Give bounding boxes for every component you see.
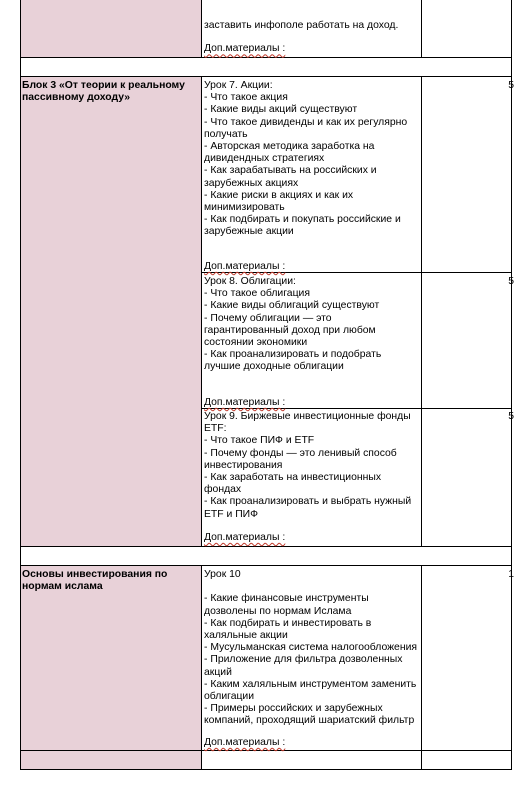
materials-label: Доп.материалы : (204, 261, 286, 272)
content-line: - Какие виды облигаций существуют (204, 300, 380, 312)
content-line: - Как подбирать и покупать российские и (204, 214, 401, 226)
hours-value: 5 (508, 411, 514, 422)
column-divider (421, 565, 422, 770)
lesson-9-content (204, 411, 420, 521)
row0-left-cell (21, 0, 201, 57)
column-divider (201, 0, 202, 58)
title-line: нормам ислама (22, 581, 103, 593)
content-line: - Мусульманская система налогообложения (204, 642, 418, 654)
content-line: получать (204, 128, 248, 140)
row-divider (20, 565, 512, 566)
content-line: - Какие риски в акциях и как их (204, 189, 354, 201)
title-line: Основы инвестирования по (22, 569, 168, 580)
content-line: Урок 9. Биржевые инвестиционные фонды (204, 411, 411, 422)
content-line: облигации (204, 691, 255, 703)
content-line: дозволены по нормам Ислама (204, 605, 352, 617)
content-line: - Авторская методика заработка на (204, 141, 375, 153)
hours-value: 5 (508, 80, 514, 91)
content-line: фондах (204, 484, 242, 496)
content-line: - Какие финансовые инструменты (204, 593, 369, 605)
content-line: - Почему облигации — это (204, 312, 332, 324)
content-line: компаний, проходящий шариатский фильтр (204, 715, 415, 727)
lesson-7-content (204, 80, 420, 239)
content-line: дивидендных стратегиях (204, 153, 325, 165)
materials-label: Доп.материалы : (204, 737, 286, 748)
content-line: - Какие виды акций существуют (204, 104, 358, 116)
materials-label: Доп.материалы : (204, 43, 286, 55)
content-line: состоянии экономики (204, 337, 308, 349)
content-line: - Что такое дивиденды и как их регулярно (204, 116, 408, 128)
content-line: халяльные акции (204, 630, 288, 641)
islam-left-cell (21, 566, 201, 750)
column-divider (201, 565, 202, 770)
content-line: Урок 10 (204, 569, 241, 580)
content-line: минимизировать (204, 202, 285, 214)
content-line: ETF: (204, 423, 227, 435)
row0-content (204, 20, 420, 56)
islam-block-title (22, 569, 200, 593)
content-line: Урок 7. Акции: (204, 80, 273, 91)
content-line: - Что такое облигация (204, 288, 310, 300)
lesson-10-content (204, 569, 420, 728)
row-divider (20, 769, 512, 770)
hours-value: 1 (508, 569, 514, 580)
content-line: ETF и ПИФ (204, 508, 259, 520)
title-line: Блок 3 «От теории к реальному (22, 80, 185, 91)
row-divider (20, 546, 512, 547)
title-line: пассивному доходу» (22, 92, 131, 104)
content-line: - Что такое акция (204, 92, 288, 104)
hours-value: 5 (508, 276, 514, 287)
row-divider (20, 76, 512, 77)
content-line: акций (204, 666, 232, 678)
content-line: заставить инфополе работать на доход. (204, 20, 399, 31)
block3-left-cell (21, 77, 201, 546)
content-line: - Почему фонды — это ленивый способ (204, 447, 397, 459)
column-divider (421, 0, 422, 58)
content-line: - Как зарабатывать на российских и (204, 165, 377, 177)
content-line: - Как проанализировать и выбрать нужный (204, 496, 412, 508)
row-divider (20, 750, 512, 751)
content-line: - Приложение для фильтра дозволенных (204, 654, 403, 666)
column-divider (511, 0, 512, 770)
content-line: - Как заработать на инвестиционных (204, 472, 382, 484)
content-line: - Каким халяльным инструментом заменить (204, 678, 417, 690)
content-line: зарубежных акциях (204, 177, 299, 189)
row-divider (20, 57, 512, 58)
lesson-8-content (204, 276, 420, 374)
materials-label: Доп.материалы : (204, 532, 286, 543)
content-line: гарантированный доход при любом (204, 324, 376, 336)
content-line: - Примеры российских и зарубежных (204, 703, 383, 715)
content-line: лучшие доходные облигации (204, 361, 344, 373)
content-line: инвестирования (204, 459, 283, 471)
last-left-cell (21, 751, 201, 769)
content-line: Урок 8. Облигации: (204, 276, 296, 287)
column-divider (201, 76, 202, 547)
content-line: - Как проанализировать и подобрать (204, 349, 382, 361)
block3-title (22, 80, 200, 104)
content-line: - Что такое ПИФ и ETF (204, 435, 315, 447)
column-divider (20, 0, 21, 770)
materials-label: Доп.материалы : (204, 397, 286, 408)
content-line: зарубежные акции (204, 226, 294, 238)
column-divider (421, 76, 422, 547)
content-line: - Как подбирать и инвестировать в (204, 617, 372, 629)
